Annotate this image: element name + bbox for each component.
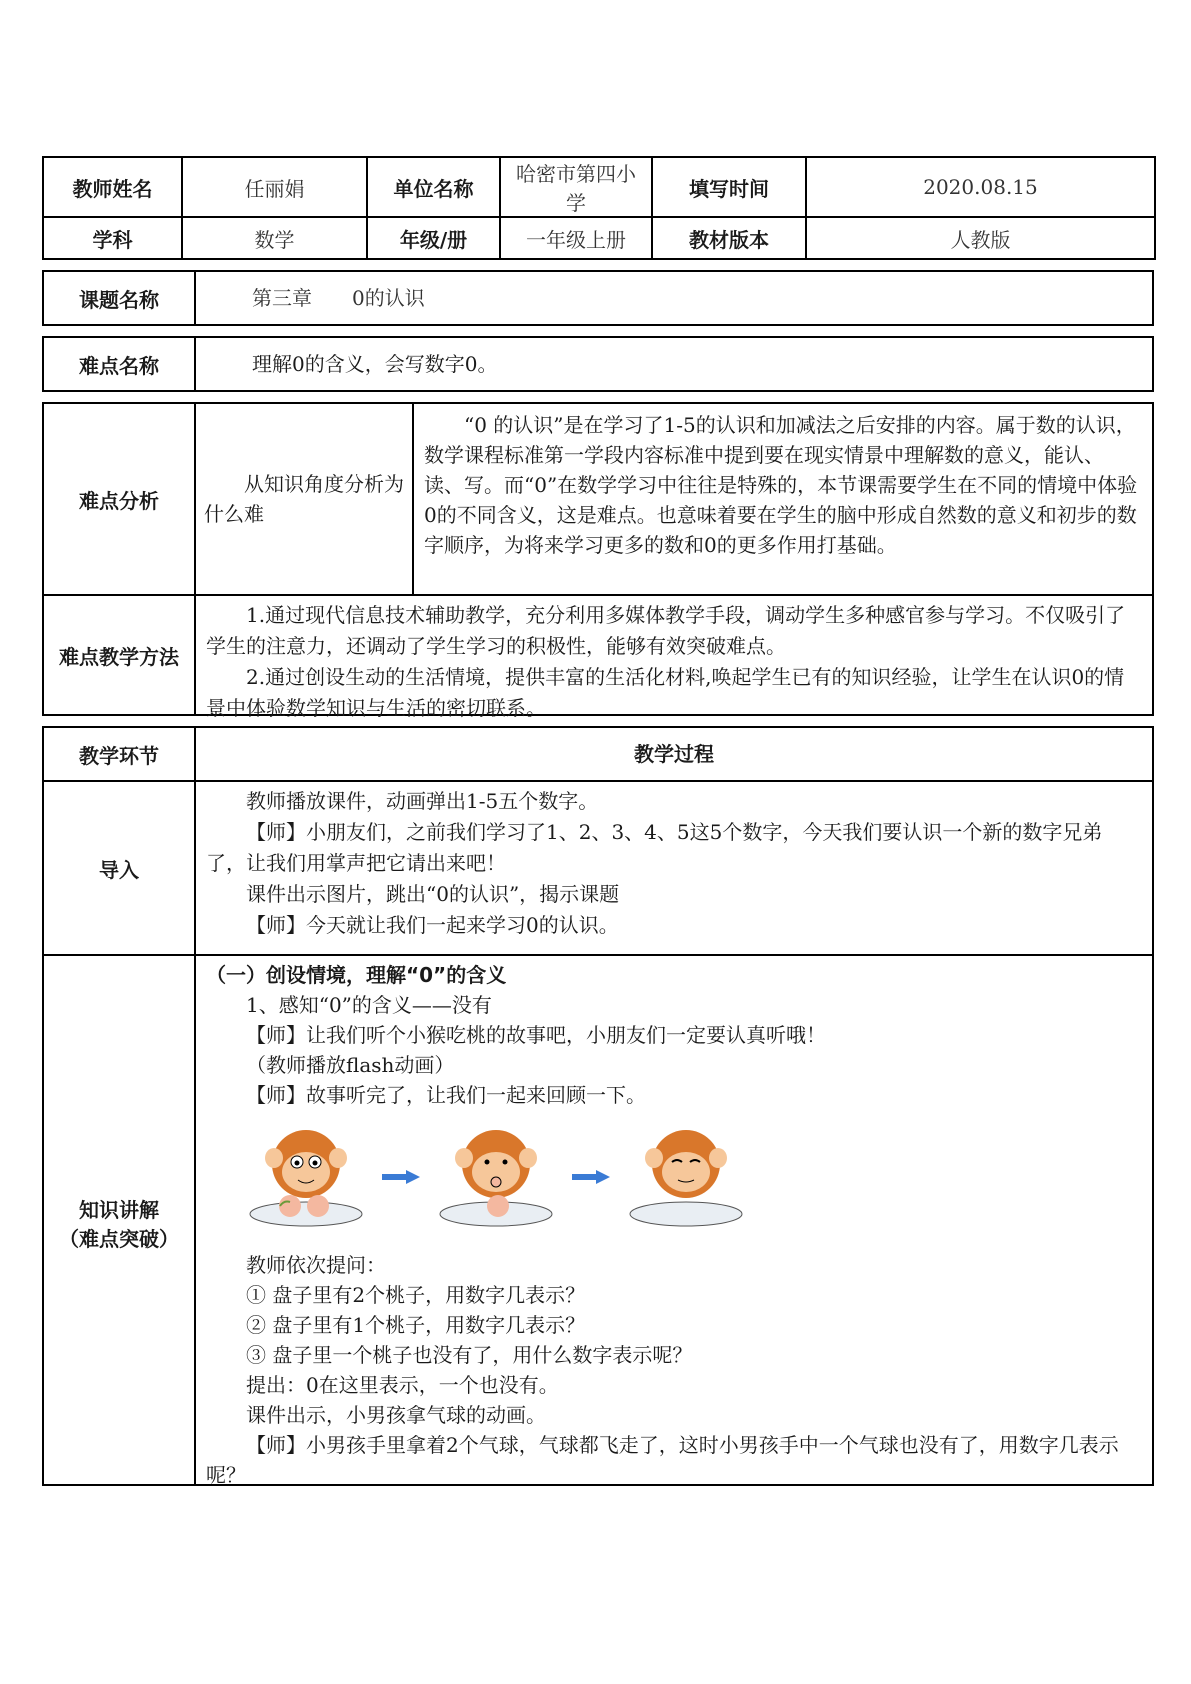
subject-label: 学科: [43, 217, 182, 259]
method-label: 难点教学方法: [44, 596, 196, 714]
monkey-empty-plate-icon: [626, 1122, 746, 1232]
difficulty-row: [42, 336, 1154, 392]
knowledge-line: 1、感知“0”的含义——没有: [246, 993, 492, 1017]
header-info-table: [42, 156, 1156, 260]
process-header-row: [42, 726, 1154, 782]
lesson-plan-sheet: [42, 156, 1154, 1486]
intro-line: 【师】小朋友们，之前我们学习了1、2、3、4、5这5个数字，今天我们要认识一个新的数字兄弟了，让我们用掌声把它请出来吧！: [206, 820, 1103, 875]
knowledge-heading: （一）创设情境，理解“0”的含义: [206, 963, 507, 987]
teacher-value: 任丽娟: [182, 157, 367, 217]
monkey-illustration: [206, 1110, 1142, 1250]
unit-value: 哈密市第四小学: [500, 157, 652, 217]
topic-label: 课题名称: [44, 272, 196, 324]
knowledge-label: 知识讲解: [79, 1198, 159, 1222]
intro-line: 【师】今天就让我们一起来学习0的认识。: [246, 913, 619, 937]
analysis-label: 难点分析: [44, 404, 196, 594]
knowledge-line: （教师播放flash动画）: [246, 1053, 455, 1077]
intro-row: [42, 782, 1154, 956]
topic-row: [42, 270, 1154, 326]
knowledge-line: 【师】故事听完了，让我们一起来回顾一下。: [246, 1083, 646, 1107]
date-label: 填写时间: [652, 157, 806, 217]
arrow-right-icon: [382, 1170, 420, 1184]
knowledge-line: 提出：0在这里表示，一个也没有。: [246, 1373, 559, 1397]
edition-value: 人教版: [806, 217, 1155, 259]
method-paragraph-2: 2.通过创设生动的生活情境，提供丰富的生活化材料,唤起学生已有的知识经验，让学生在认识0的情景中体验数学知识与生活的密切联系。: [206, 665, 1125, 720]
method-paragraph-1: 1.通过现代信息技术辅助教学，充分利用多媒体教学手段，调动学生多种感官参与学习。不仅吸引了学生的注意力，还调动了学生学习的积极性，能够有效突破难点。: [206, 603, 1126, 658]
knowledge-line: ② 盘子里有1个桃子，用数字几表示？: [246, 1313, 586, 1337]
knowledge-line: 【师】小男孩手里拿着2个气球，气球都飞走了，这时小男孩手中一个气球也没有了，用数字几表示呢？: [206, 1433, 1119, 1487]
monkey-one-peach-icon: [436, 1122, 556, 1232]
process-step-label: 教学环节: [44, 728, 196, 780]
date-value: 2020.08.15: [806, 157, 1155, 217]
analysis-text: “0 的认识”是在学习了1-5的认识和加减法之后安排的内容。属于数的认识，数学课程标准第一学段内容标准中提到要在现实情景中理解数的意义，能认、读、写。而“0”在数学学习中往往是特殊的，本节课需要学生在不同的情境中体验0的不同含义，这是难点。也意味着要在学生的脑中形成自然数的意义和初步的数字顺序，为将来学习更多的数和0的更多作用打基础。: [424, 413, 1138, 557]
knowledge-line: 【师】让我们听个小猴吃桃的故事吧，小朋友们一定要认真听哦！: [246, 1023, 826, 1047]
grade-value: 一年级上册: [500, 217, 652, 259]
topic-value: 第三章 0的认识: [252, 285, 425, 310]
knowledge-line: 课件出示，小男孩拿气球的动画。: [246, 1403, 546, 1427]
difficulty-label: 难点名称: [44, 338, 196, 390]
knowledge-line: ① 盘子里有2个桃子，用数字几表示？: [246, 1283, 586, 1307]
subject-value: 数学: [182, 217, 367, 259]
analysis-row: [42, 402, 1154, 596]
knowledge-line: 教师依次提问：: [246, 1253, 386, 1277]
difficulty-value: 理解0的含义，会写数字0。: [252, 351, 498, 376]
grade-label: 年级/册: [367, 217, 500, 259]
intro-label: 导入: [44, 782, 196, 954]
intro-line: 课件出示图片，跳出“0的认识”，揭示课题: [246, 882, 620, 906]
monkey-two-peaches-icon: [246, 1122, 366, 1232]
arrow-right-icon: [572, 1170, 610, 1184]
knowledge-sub-label: （难点突破）: [59, 1227, 179, 1251]
intro-line: 教师播放课件，动画弹出1-5五个数字。: [246, 789, 599, 813]
analysis-sub-label: 从知识角度分析为什么难: [204, 472, 404, 526]
method-row: [42, 596, 1154, 720]
edition-label: 教材版本: [652, 217, 806, 259]
unit-label: 单位名称: [367, 157, 500, 217]
teacher-label: 教师姓名: [43, 157, 182, 217]
process-header-value: 教学过程: [634, 741, 714, 766]
knowledge-row: [42, 956, 1154, 1487]
knowledge-line: ③ 盘子里一个桃子也没有了，用什么数字表示呢？: [246, 1343, 693, 1367]
